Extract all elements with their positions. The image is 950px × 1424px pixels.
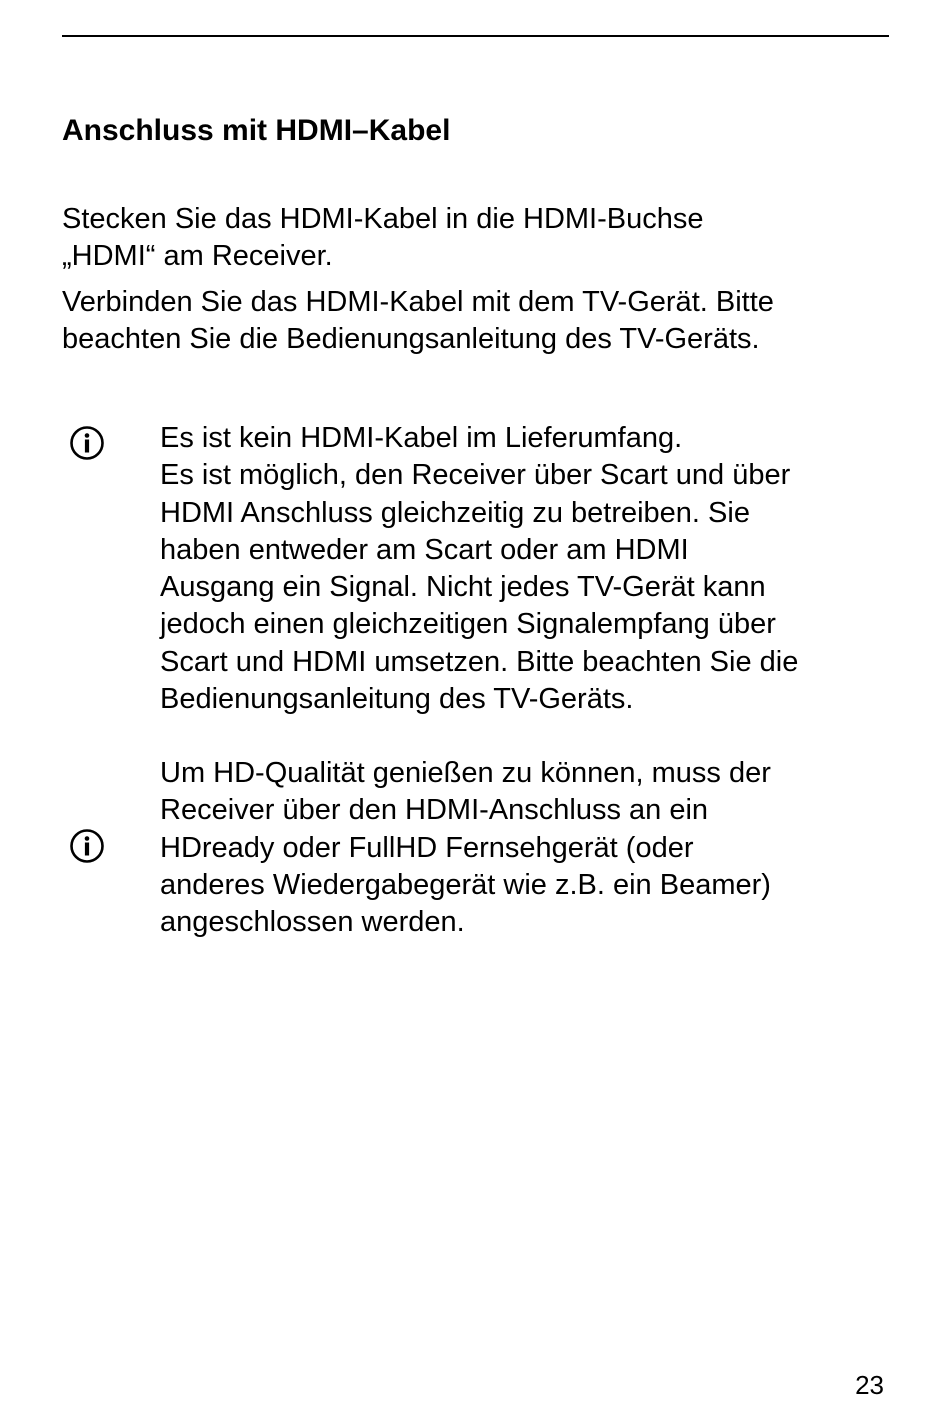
info-icon [69,425,105,461]
paragraph-line: beachten Sie die Bedienungsanleitung des TV-Geräts. [62,323,760,355]
paragraph-connect-cable [62,201,703,275]
paragraph-connect-tv [62,284,774,358]
paragraph-line: Verbinden Sie das HDMI-Kabel mit dem TV-Gerät. Bitte [62,286,774,318]
info-icon [69,828,105,864]
note-line: haben entweder am Scart oder am HDMI [160,533,689,566]
note-line: Es ist möglich, den Receiver über Scart und über [160,459,791,492]
note-line: Ausgang ein Signal. Nicht jedes TV-Gerät kann [160,571,766,604]
note-line: Bedienungsanleitung des TV-Geräts. [160,683,634,716]
note-line: HDready oder FullHD Fernsehgerät (oder [160,831,694,864]
note-line: Es ist kein HDMI-Kabel im Lieferumfang. [160,422,683,454]
note-line: anderes Wiedergabegerät wie z.B. ein Beamer) [160,868,771,901]
page-number: 23 [855,1370,884,1400]
note-line: angeschlossen werden. [160,906,465,939]
info-note-no-cable [160,420,798,718]
note-line: Scart und HDMI umsetzen. Bitte beachten Sie die [160,645,799,678]
section-heading: Anschluss mit HDMI–Kabel [62,114,451,147]
top-rule [62,35,889,37]
paragraph-line: „HDMI“ am Receiver. [62,240,333,272]
note-line: HDMI Anschluss gleichzeitig zu betreiben. Sie [160,496,750,529]
note-line: jedoch einen gleichzeitigen Signalempfang über [160,608,776,641]
note-line: Um HD-Qualität genießen zu können, muss der [160,757,771,789]
info-note-hd-quality [160,755,771,941]
paragraph-line: Stecken Sie das HDMI-Kabel in die HDMI-Buchse [62,203,704,235]
note-line: Receiver über den HDMI-Anschluss an ein [160,794,709,827]
